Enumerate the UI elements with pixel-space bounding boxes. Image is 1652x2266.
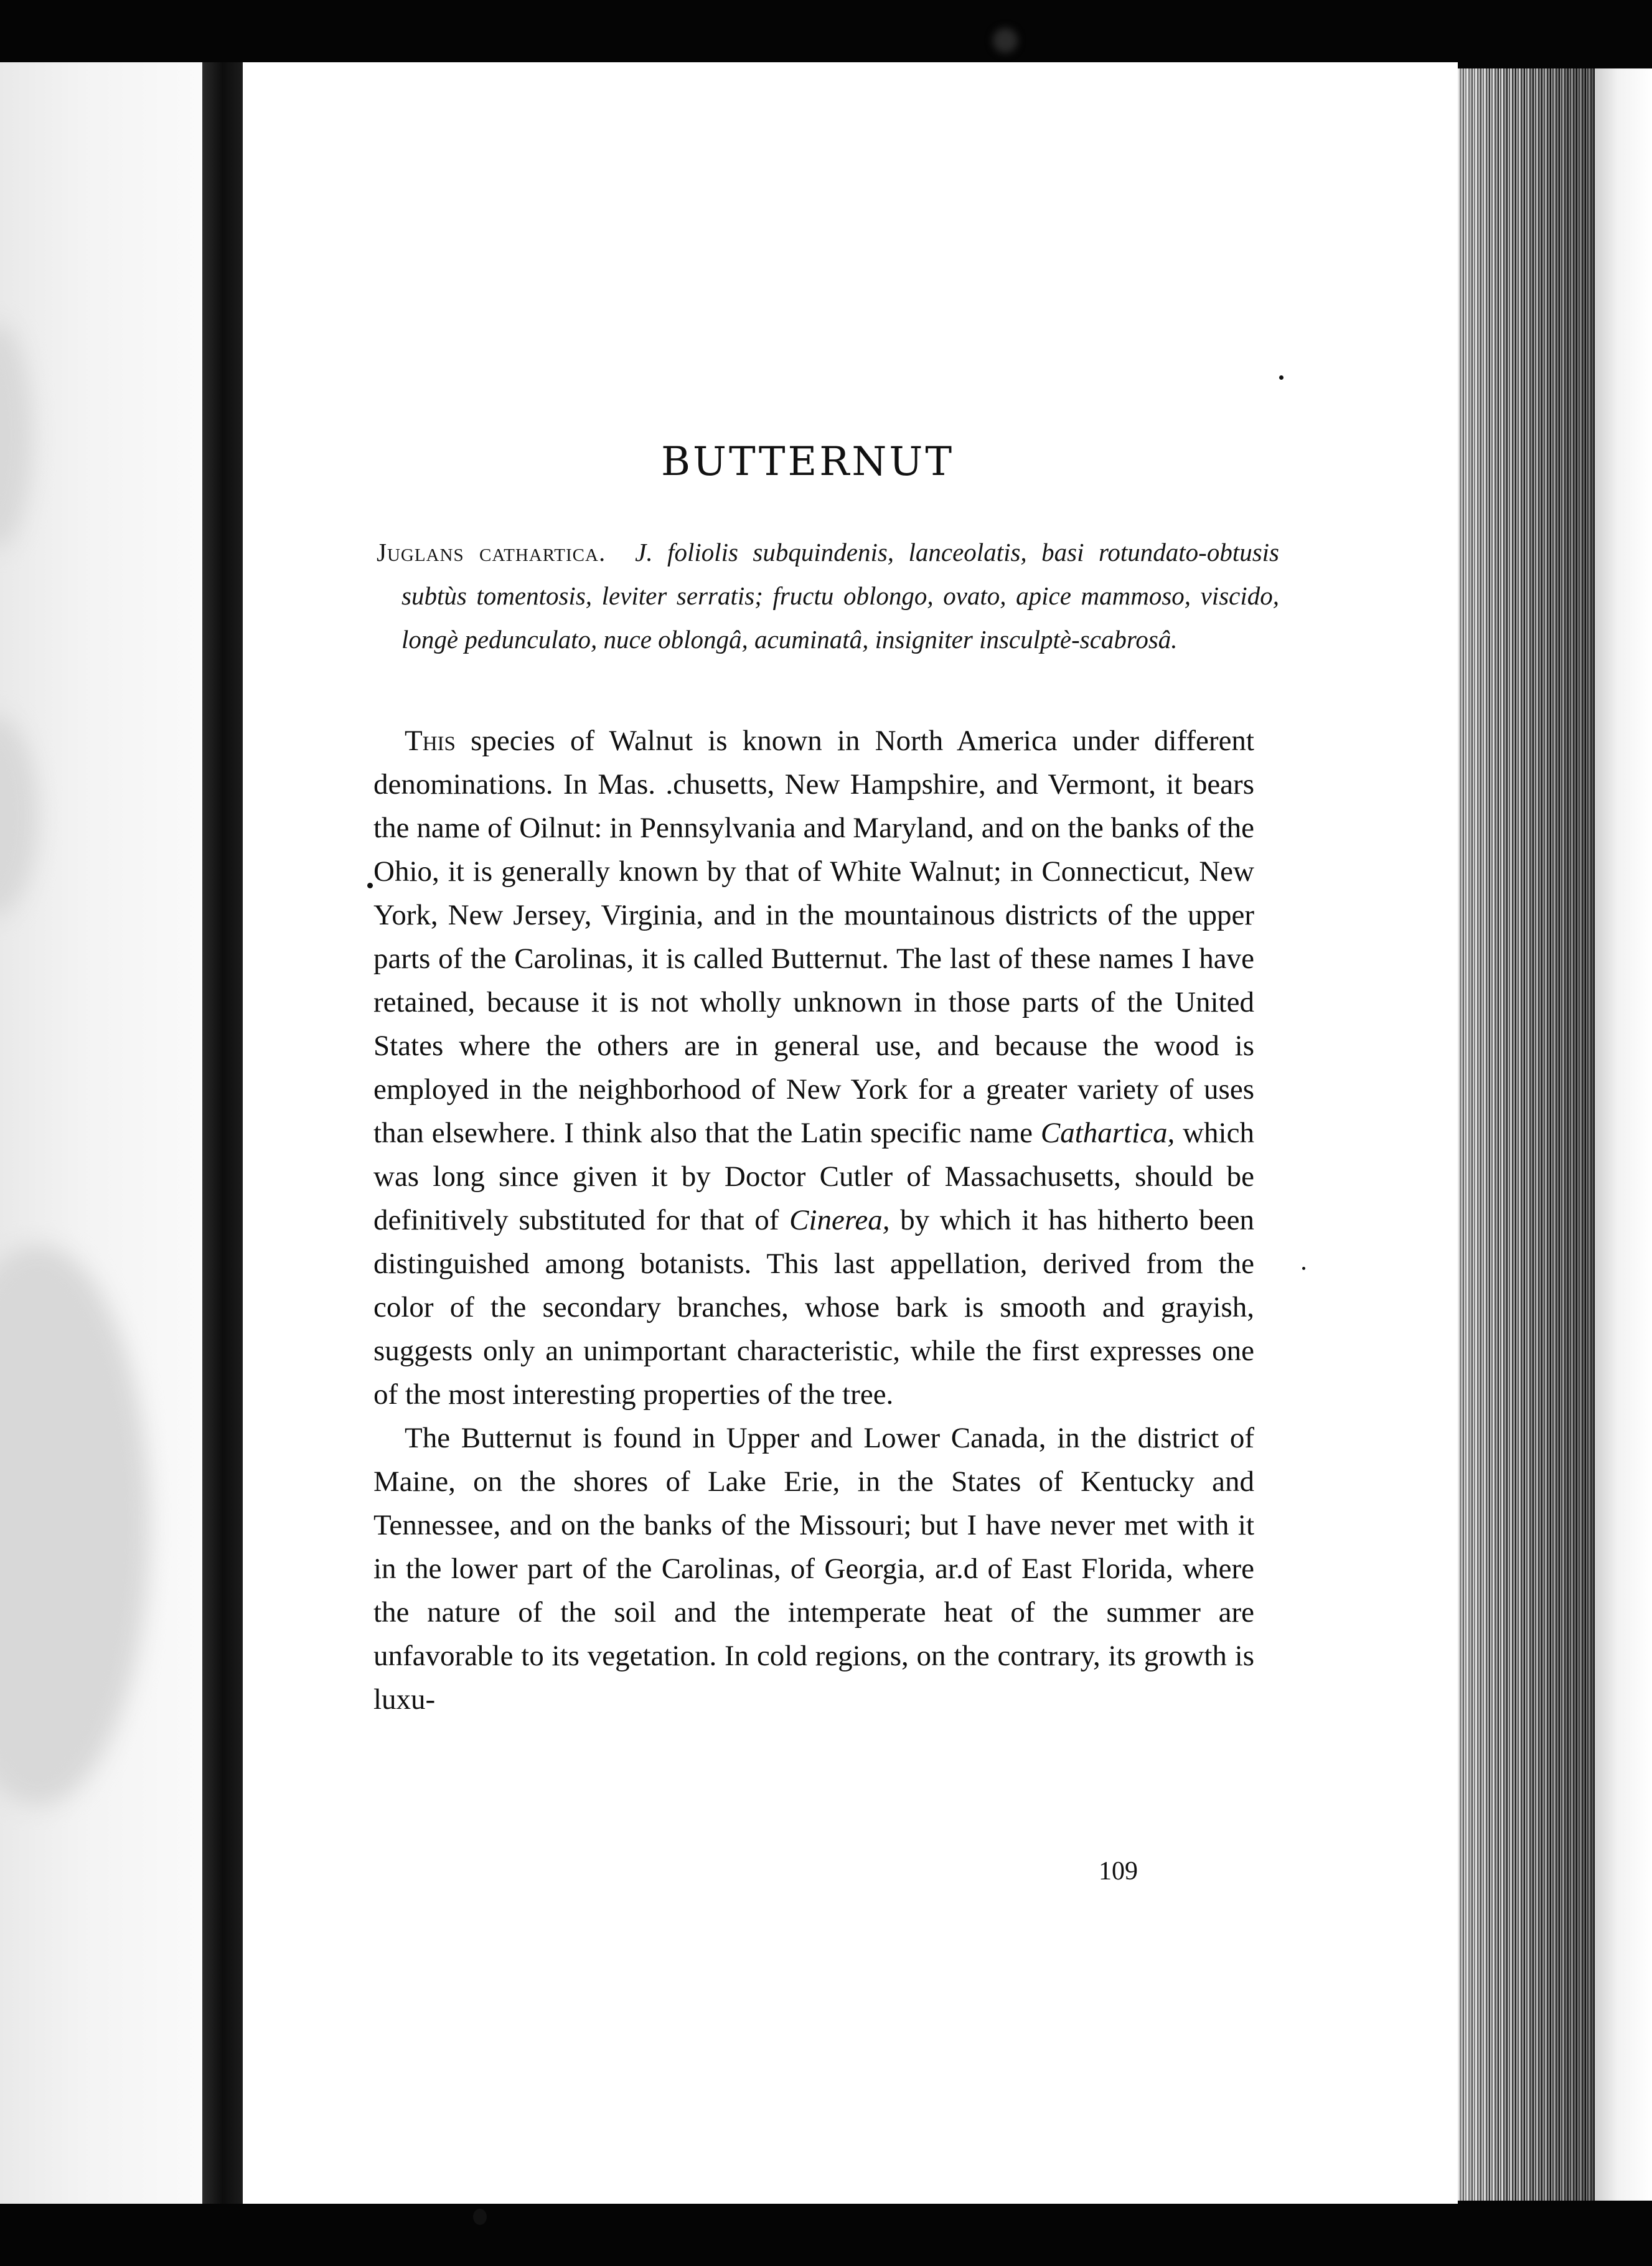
paragraph-text: which was long since given it by Doctor Cutler of Massachusetts, should be definitively substituted for that of [373,1117,1254,1236]
latin-genus: Juglans cathartica. [377,538,606,566]
paragraph: The Butternut is found in Upper and Lower Canada, in the district of Maine, on the shores of Lake Erie, in the States of Kentucky and Tennessee, and on the banks of the Missouri; but I have never met with it in the lower part of the Carolinas, of Georgia, ar.d of East Florida, where the nature of the soil and the intemperate heat of the summer are unfavorable to its vegetation. In cold regions, on the contrary, its growth is luxu- [373,1422,1254,1716]
bleed-through-smudge [0,716,37,915]
book-gutter [202,62,243,2204]
background-margin [1595,68,1652,2201]
paragraph-lead-word: This [405,725,456,757]
paragraph [373,719,1254,1416]
facing-page [0,62,202,2204]
italic-term: Cathartica, [1040,1117,1175,1149]
paragraph-text: species of Walnut is known in North America under different denominations. In Mas. .chusetts, New Hampshire, and Vermont, it bears the name of Oilnut: in Pennsylvania and Maryland, and on the banks of the Ohio, it is generally known by that of White Walnut; in Connecticut, New York, New Jersey, Virginia, and in the mountainous districts of the upper parts of the Carolinas, it is called Butternut. The last of these names I have retained, because it is not wholly unknown in those parts of the United States where the others are in general use, and because the wood is employed in the neighborhood of New York for a greater variety of uses than elsewhere. I think also that the Latin specific name [373,725,1254,1149]
print-speck [1302,1267,1305,1270]
latin-diagnosis: J. foliolis subquindenis, lanceolatis, basi rotundato-obtusis subtùs tomentosis, leviter serratis; fructu oblongo, ovato, apice mammoso, viscido, longè pedunculato, nuce oblongâ, acuminatâ, insigniter insculptè-scabrosâ. [401,538,1280,654]
print-speck [993,28,1018,53]
page-number: 109 [1099,1857,1138,1886]
italic-term: Cinerea, [789,1204,890,1236]
body-text [373,719,1254,1721]
page-block-shading [1458,68,1595,2201]
botanical-description [377,530,1279,661]
print-speck [473,2209,487,2225]
bleed-through-smudge [0,324,31,548]
print-speck [1279,375,1284,380]
bleed-through-smudge [0,1245,149,1805]
page-title: BUTTERNUT [660,439,955,485]
paragraph-text: by which it has hitherto been distinguished among botanists. This last appellation, derived from the color of the secondary branches, whose bark is smooth and grayish, suggests only an unimportant characteristic, while the first expresses one of the most interesting properties of the tree. [373,1204,1254,1411]
print-speck [367,883,373,888]
